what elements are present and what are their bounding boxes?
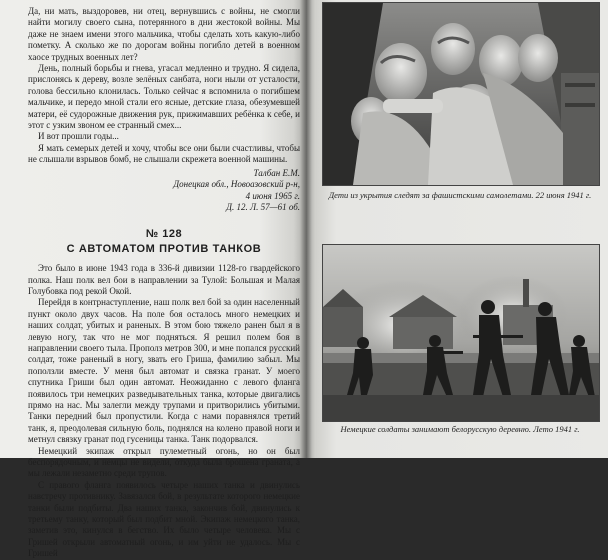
photo-2-caption: Немецкие солдаты занимают белорусскую деревню. Лето 1941 г. xyxy=(340,424,580,434)
photo-children-in-shelter xyxy=(322,2,600,186)
signature-block xyxy=(28,168,300,214)
document-title: С АВТОМАТОМ ПРОТИВ ТАНКОВ xyxy=(66,242,262,255)
book-gutter xyxy=(300,0,312,458)
photo-soldiers-village xyxy=(322,244,600,422)
paragraph: С правого фланга появилось четыре наших танка и двинулись навстречу противнику. Завязался бой, в результате которого немецкие танки были подбиты. Два наших танка, закончив бой, двинулись к третьему танку, который был подбит мной. Экипаж немецкого танка, заметив это, кинулся в бегство. Их было четыре человека. Мы с Гришей открыли автоматный огонь, и им уйти не удалось. Мы с Гришей xyxy=(28,479,300,559)
signature-line: Талбан Е.М. xyxy=(253,167,300,178)
signature-line: Донецкая обл., Новоазовский р-н, xyxy=(173,179,300,190)
left-page-text xyxy=(28,6,300,560)
paragraph: Да, ни мать, выздоровев, ни отец, вернувшись с войны, не смогли найти могилу своего сына, потерянного в дни жестокой войны. Мы даже не знаем имени этого мальчика, чтобы сделать хоть какую-либо пометку. А сколько же по дорогам войны погибло детей в военном хаосе трудных военных лет? xyxy=(28,6,300,62)
photo-soldiers-image xyxy=(323,245,599,421)
paragraph: Перейдя в контрнаступление, наш полк вел бой за один населенный пункт около двух часов. На поле боя осталось много немецких и наших солдат, убитых и раненых. В этом бою тяжело ранен был я в левую ногу, так что не мог подняться. Я решил полем боя в направлении своего тыла. Прополз метров 300, и мне попался русский солдат, тоже раненый в ногу, звать его Гриша, фамилию забыл. Мы поползли вместе. У меня был автомат и связка гранат. У моего спутника Гриши был один автомат. Неожиданно с левого фланга появилось три немецких разведывательных танка, которые двигались прямо на нас. Мы залегли между трупами и притворились убитыми. Танки передний был пропустили. Когда с нами поравнялся третий танк, я, преодолевая сильную боль, поднялся на колено правой ноги и метнул связку гранат под гусеницы танка. Танк подорвался. xyxy=(28,297,300,445)
right-page xyxy=(306,0,608,458)
paragraph: День, полный борьбы и гнева, угасал медленно и трудно. Я сидела, прислонясь к дереву, возле зелёных санбата, ноги ныли от усталости, голова бессильно клонилась. Только сейчас я вспомнила о погибшем мальчике, и передо мной стали его ясные, детские глаза, обезумевшей матери, её судорожные движения рук, прижимавших ребёнка к себе, и этот с узким звоном еe странный смех... xyxy=(28,63,300,131)
paragraph: И вот прошли годы... xyxy=(38,131,119,142)
paragraph: Немецкий экипаж открыл пулеметный огонь, но он был беспорядочным, и немцы не видели, откуда была брошена граната, а мы лежали незаметно среди трупов. xyxy=(28,445,300,479)
paragraph: Это было в июне 1943 года в 336-й дивизии 1128-го гвардейского полка. Наш полк вел бои в направлении за Тулой: Большая и Малая Голубовка под рекой Окой. xyxy=(28,263,300,296)
signature-line: Д. 12. Л. 57—61 об. xyxy=(226,201,300,212)
document-body xyxy=(28,263,300,560)
document-number: № 128 xyxy=(145,228,183,241)
photo-1-caption: Дети из укрытия следят за фашистскими самолетами. 22 июня 1941 г. xyxy=(328,190,592,200)
paragraph: Я мать семерых детей и хочу, чтобы все они были счастливы, чтобы не слышали взрывов бомб, не слышали скрежета военной машины. xyxy=(28,142,300,165)
photo-children-image xyxy=(323,3,599,185)
signature-line: 4 июня 1965 г. xyxy=(245,190,300,201)
intro-paragraphs xyxy=(28,6,300,166)
